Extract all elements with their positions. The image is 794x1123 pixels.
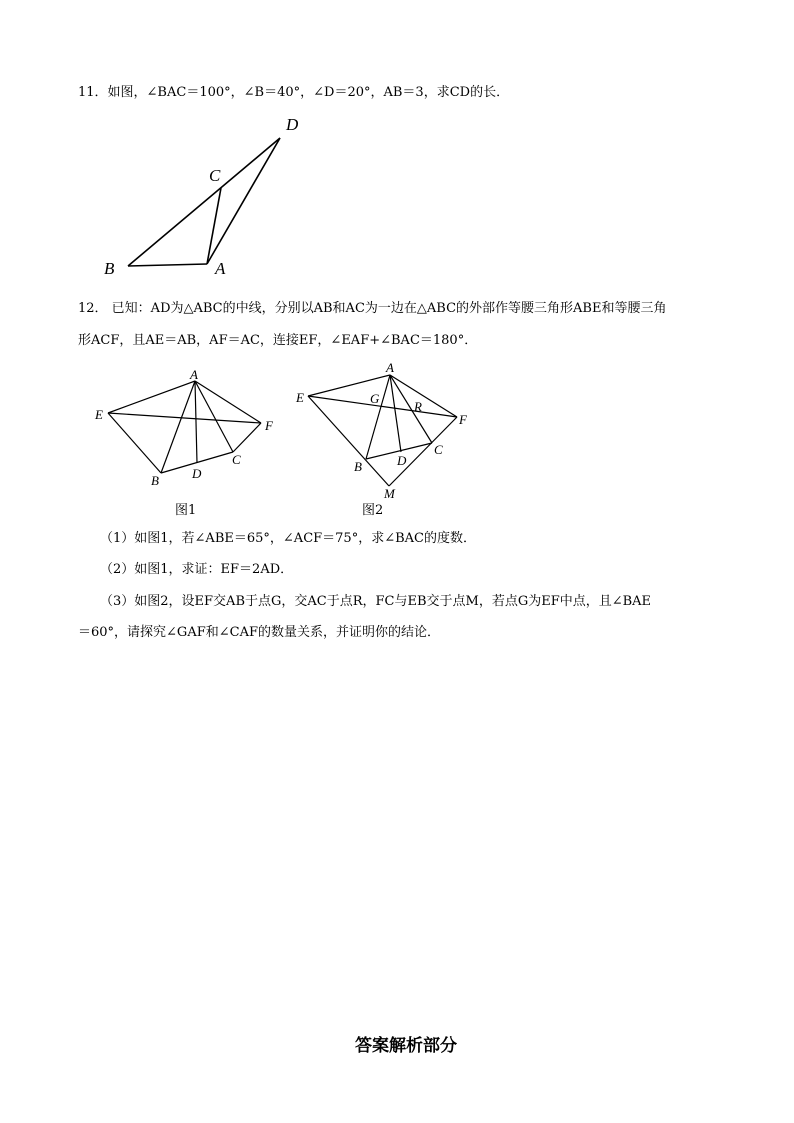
fig1-label-e: E [95, 407, 103, 422]
q12-line2: 形ACF，且AE＝AB，AF＝AC，连接EF，∠EAF+∠BAC＝180°． [78, 333, 478, 348]
fig2-label-d: D [397, 453, 407, 468]
q12-figure2 [290, 360, 490, 500]
fig1-caption: 图1 [175, 503, 197, 518]
fig2-label-e: E [296, 390, 304, 405]
fig1-label-a: A [190, 367, 198, 382]
fig2-label-c: C [434, 442, 443, 457]
q12-figure1 [90, 365, 290, 495]
fig2-caption: 图2 [362, 503, 384, 518]
q11-text: 11．如图，∠BAC＝100°，∠B＝40°，∠D＝20°，AB＝3，求CD的长． [78, 85, 510, 100]
q12-part3-line1: （3）如图2，设EF交AB于点G，交AC于点R，FC与EB交于点M，若点G为EF中点，且∠BAE [100, 594, 652, 609]
fig2-label-r: R [414, 399, 422, 414]
q11-label-c: C [209, 166, 221, 185]
q11-label-d: D [286, 115, 299, 134]
q11-label-b: B [104, 259, 115, 278]
fig2-label-b: B [354, 459, 362, 474]
fig1-label-f: F [265, 418, 273, 433]
fig2-label-m: M [384, 486, 395, 500]
q11-figure [95, 110, 335, 280]
fig2-label-f: F [459, 412, 467, 427]
q11-label-a: A [215, 259, 226, 278]
fig1-label-c: C [232, 452, 241, 467]
answer-section-title: 答案解析部分 [355, 1036, 457, 1056]
fig1-label-d: D [192, 466, 202, 481]
q12-part2: （2）如图1，求证：EF＝2AD． [100, 562, 294, 577]
q12-part1: （1）如图1，若∠ABE＝65°，∠ACF＝75°，求∠BAC的度数． [100, 531, 476, 546]
q12-part3-line2: ＝60°，请探究∠GAF和∠CAF的数量关系，并证明你的结论． [78, 625, 440, 640]
fig1-label-b: B [151, 473, 159, 488]
fig2-label-a: A [386, 360, 394, 375]
q12-line1: 12． 已知：AD为△ABC的中线，分别以AB和AC为一边在△ABC的外部作等腰三角形ABE和等腰三角 [78, 301, 667, 316]
fig2-label-g: G [370, 391, 380, 406]
